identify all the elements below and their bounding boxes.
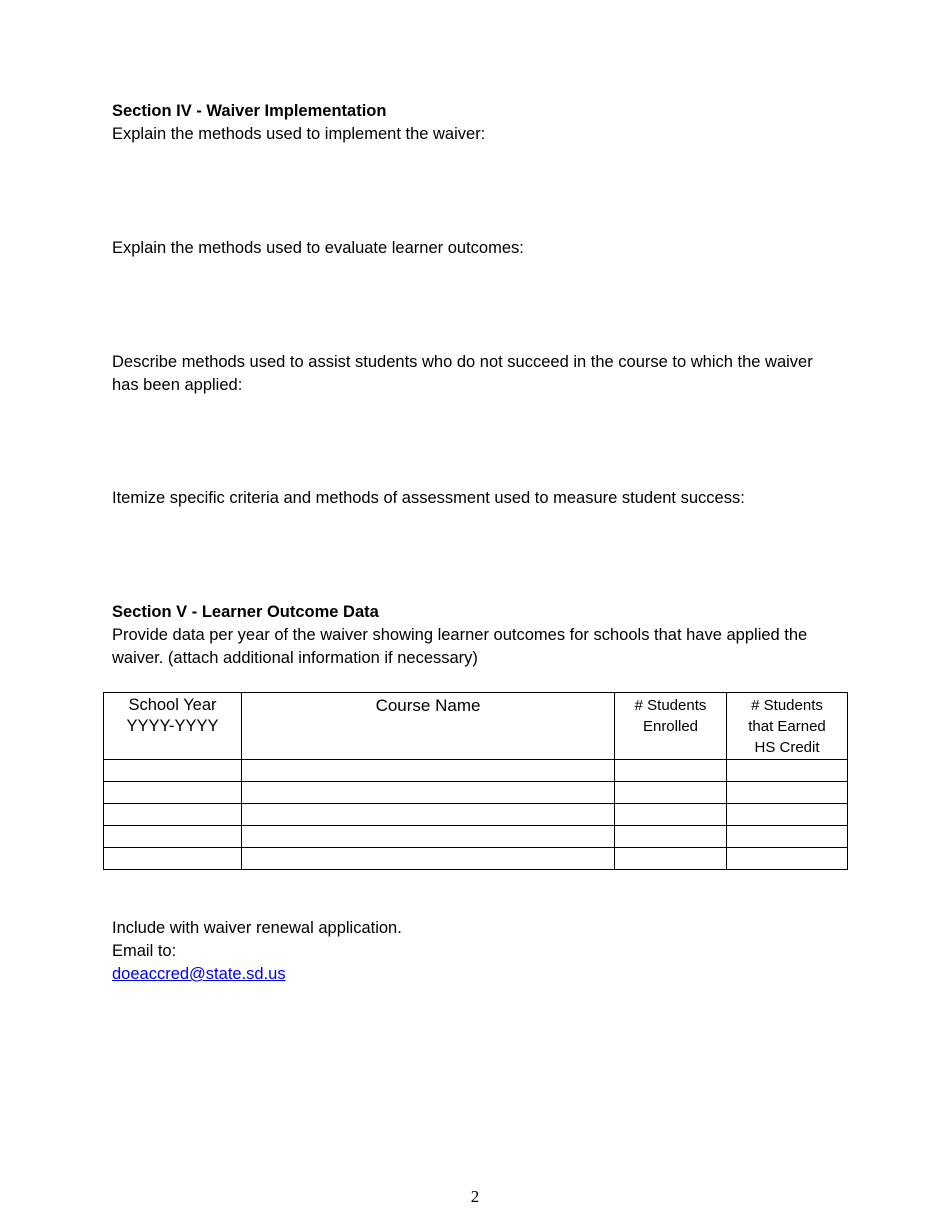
cell-school-year[interactable] — [104, 848, 242, 870]
prompt-assist-line-2: has been applied: — [112, 376, 243, 394]
header-school-year-line-1: School Year — [128, 696, 217, 714]
cell-course-name[interactable] — [242, 826, 615, 848]
prompt-assist-line-1: Describe methods used to assist students who do not succeed in the course to which the waiver — [112, 353, 813, 371]
table-row — [104, 804, 848, 826]
section-4-heading: Section IV - Waiver Implementation — [112, 102, 387, 120]
header-school-year — [104, 693, 242, 760]
header-students-earned-credit — [727, 693, 848, 760]
cell-school-year[interactable] — [104, 782, 242, 804]
header-enrolled-line-1: # Students — [634, 697, 707, 714]
prompt-implement: Explain the methods used to implement the waiver: — [112, 125, 486, 143]
header-enrolled-line-2: Enrolled — [642, 718, 699, 735]
cell-enrolled[interactable] — [615, 760, 727, 782]
cell-earned[interactable] — [727, 848, 848, 870]
cell-course-name[interactable] — [242, 848, 615, 870]
header-school-year-line-2: YYYY-YYYY — [126, 717, 219, 735]
section-5-description-line-1: Provide data per year of the waiver showing learner outcomes for schools that have applied the — [112, 626, 808, 644]
prompt-evaluate: Explain the methods used to evaluate learner outcomes: — [112, 239, 524, 257]
cell-course-name[interactable] — [242, 804, 615, 826]
table-row — [104, 848, 848, 870]
include-note: Include with waiver renewal application. — [112, 919, 402, 937]
cell-school-year[interactable] — [104, 826, 242, 848]
header-earned-line-1: # Students — [751, 697, 823, 714]
table-row — [104, 760, 848, 782]
cell-earned[interactable] — [727, 804, 848, 826]
header-earned-line-2: that Earned — [748, 718, 826, 735]
section-5-heading: Section V - Learner Outcome Data — [112, 603, 379, 621]
cell-school-year[interactable] — [104, 804, 242, 826]
table-row — [104, 782, 848, 804]
cell-enrolled[interactable] — [615, 848, 727, 870]
table-row — [104, 826, 848, 848]
header-students-enrolled — [615, 693, 727, 760]
header-course-name-label: Course Name — [375, 696, 481, 715]
table-header-row — [104, 693, 848, 760]
cell-earned[interactable] — [727, 760, 848, 782]
header-course-name — [242, 693, 615, 760]
cell-earned[interactable] — [727, 782, 848, 804]
cell-enrolled[interactable] — [615, 804, 727, 826]
cell-course-name[interactable] — [242, 760, 615, 782]
email-link[interactable]: doeaccred@state.sd.us — [112, 965, 286, 983]
cell-enrolled[interactable] — [615, 782, 727, 804]
prompt-itemize: Itemize specific criteria and methods of assessment used to measure student success: — [112, 489, 745, 507]
cell-course-name[interactable] — [242, 782, 615, 804]
header-earned-line-3: HS Credit — [754, 739, 820, 756]
learner-outcome-table — [103, 692, 848, 870]
cell-enrolled[interactable] — [615, 826, 727, 848]
email-label: Email to: — [112, 942, 177, 960]
page-number: 2 — [470, 1187, 480, 1206]
section-5-description-line-2: waiver. (attach additional information if necessary) — [112, 649, 478, 667]
cell-earned[interactable] — [727, 826, 848, 848]
cell-school-year[interactable] — [104, 760, 242, 782]
